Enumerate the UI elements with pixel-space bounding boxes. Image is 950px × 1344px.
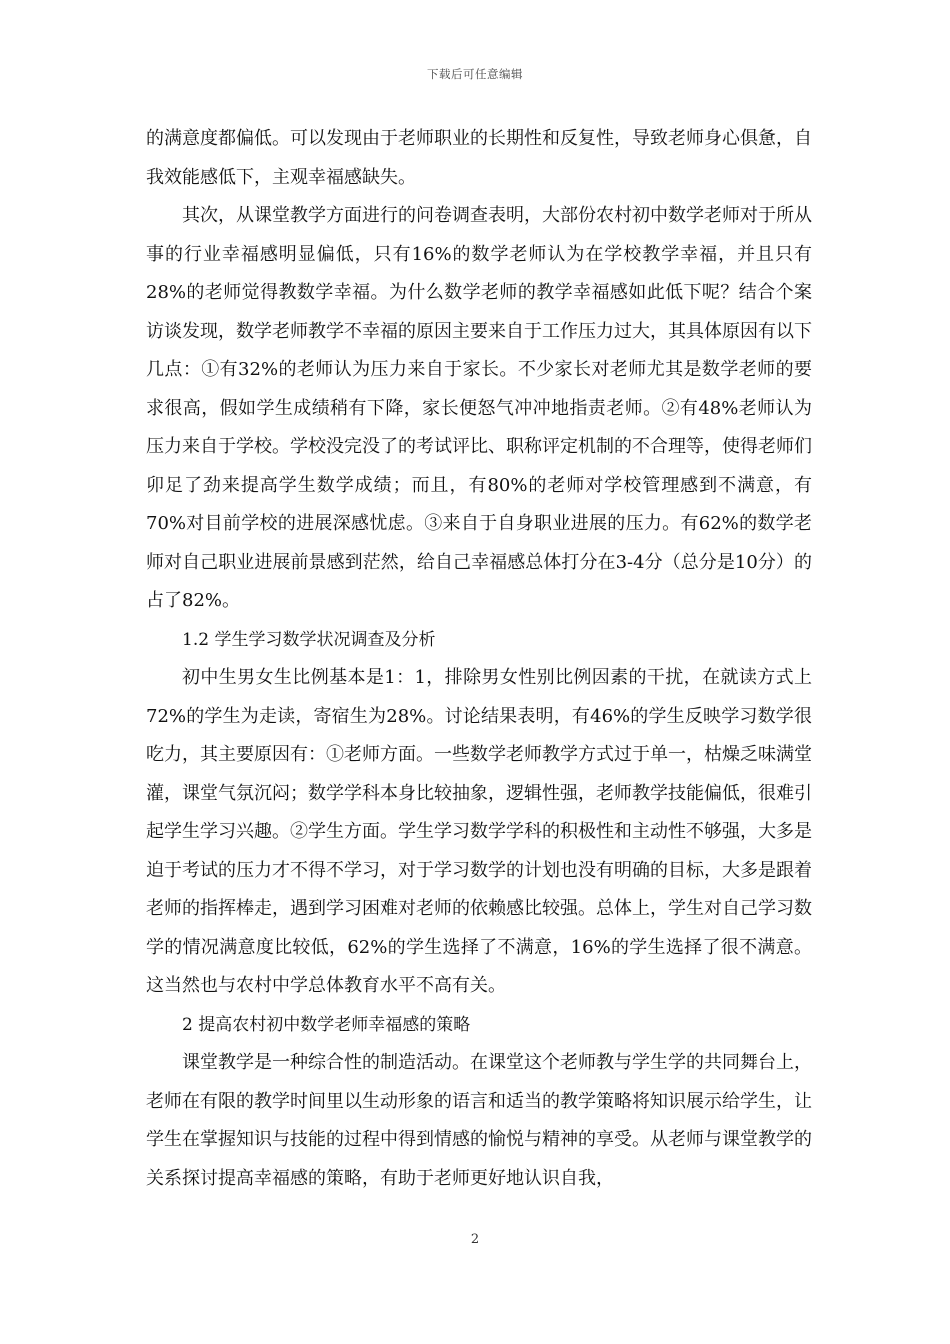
paragraph-strategy: 课堂教学是一种综合性的制造活动。在课堂这个老师教与学生学的共同舞台上，老师在有限的教学时间里以生动形象的语言和适当的教学策略将知识展示给学生，让学生在掌握知识与技能的过程中得到情感的愉悦与精神的享受。从老师与课堂教学的关系探讨提高幸福感的策略，有助于老师更好地认识自我， <box>146 1052 812 1189</box>
section-heading-1-2: 1.2 学生学习数学状况调查及分析 <box>182 629 436 650</box>
page-number: 2 <box>470 1232 480 1247</box>
paragraph-teacher-survey: 其次，从课堂教学方面进行的问卷调查表明，大部份农村初中数学老师对于所从事的行业幸福感明显偏低，只有16%的数学老师认为在学校教学幸福，并且只有28%的老师觉得教数学幸福。为什么数学老师的教学幸福感如此低下呢？结合个案访谈发现，数学老师教学不幸福的原因主要来自于工作压力过大，其具体原因有以下几点：①有32%的老师认为压力来自于家长。不少家长对老师尤其是数学老师的要求很高，假如学生成绩稍有下降，家长便怒气冲冲地指责老师。②有48%老师认为压力来自于学校。学校没完没了的考试评比、职称评定机制的不合理等，使得老师们卯足了劲来提高学生数学成绩；而且，有80%的老师对学校管理感到不满意，有70%对目前学校的进展深感忧虑。③来自于自身职业进展的压力。有62%的数学老师对自己职业进展前景感到茫然，给自己幸福感总体打分在3-4分（总分是10分）的占了82%。 <box>146 205 812 611</box>
paragraph-student-survey: 初中生男女生比例基本是1：1，排除男女性别比例因素的干扰，在就读方式上72%的学生为走读，寄宿生为28%。讨论结果表明，有46%的学生反映学习数学很吃力，其主要原因有：①老师方面。一些数学老师教学方式过于单一，枯燥乏味满堂灌，课堂气氛沉闷；数学学科本身比较抽象，逻辑性强，老师教学技能偏低，很难引起学生学习兴趣。②学生方面。学生学习数学学科的积极性和主动性不够强，大多是迫于考试的压力才不得不学习，对于学习数学的计划也没有明确的目标，大多是跟着老师的指挥棒走，遇到学习困难对老师的依赖感比较强。总体上，学生对自己学习数学的情况满意度比较低，62%的学生选择了不满意，16%的学生选择了很不满意。这当然也与农村中学总体教育水平不高有关。 <box>146 667 812 996</box>
page-header: 下载后可任意编辑 <box>427 67 523 81</box>
section-heading-2: 2 提高农村初中数学老师幸福感的策略 <box>182 1014 471 1035</box>
paragraph-continuation: 的满意度都偏低。可以发现由于老师职业的长期性和反复性，导致老师身心俱惫，自我效能感低下，主观幸福感缺失。 <box>146 128 812 188</box>
document-body <box>146 120 812 1198</box>
